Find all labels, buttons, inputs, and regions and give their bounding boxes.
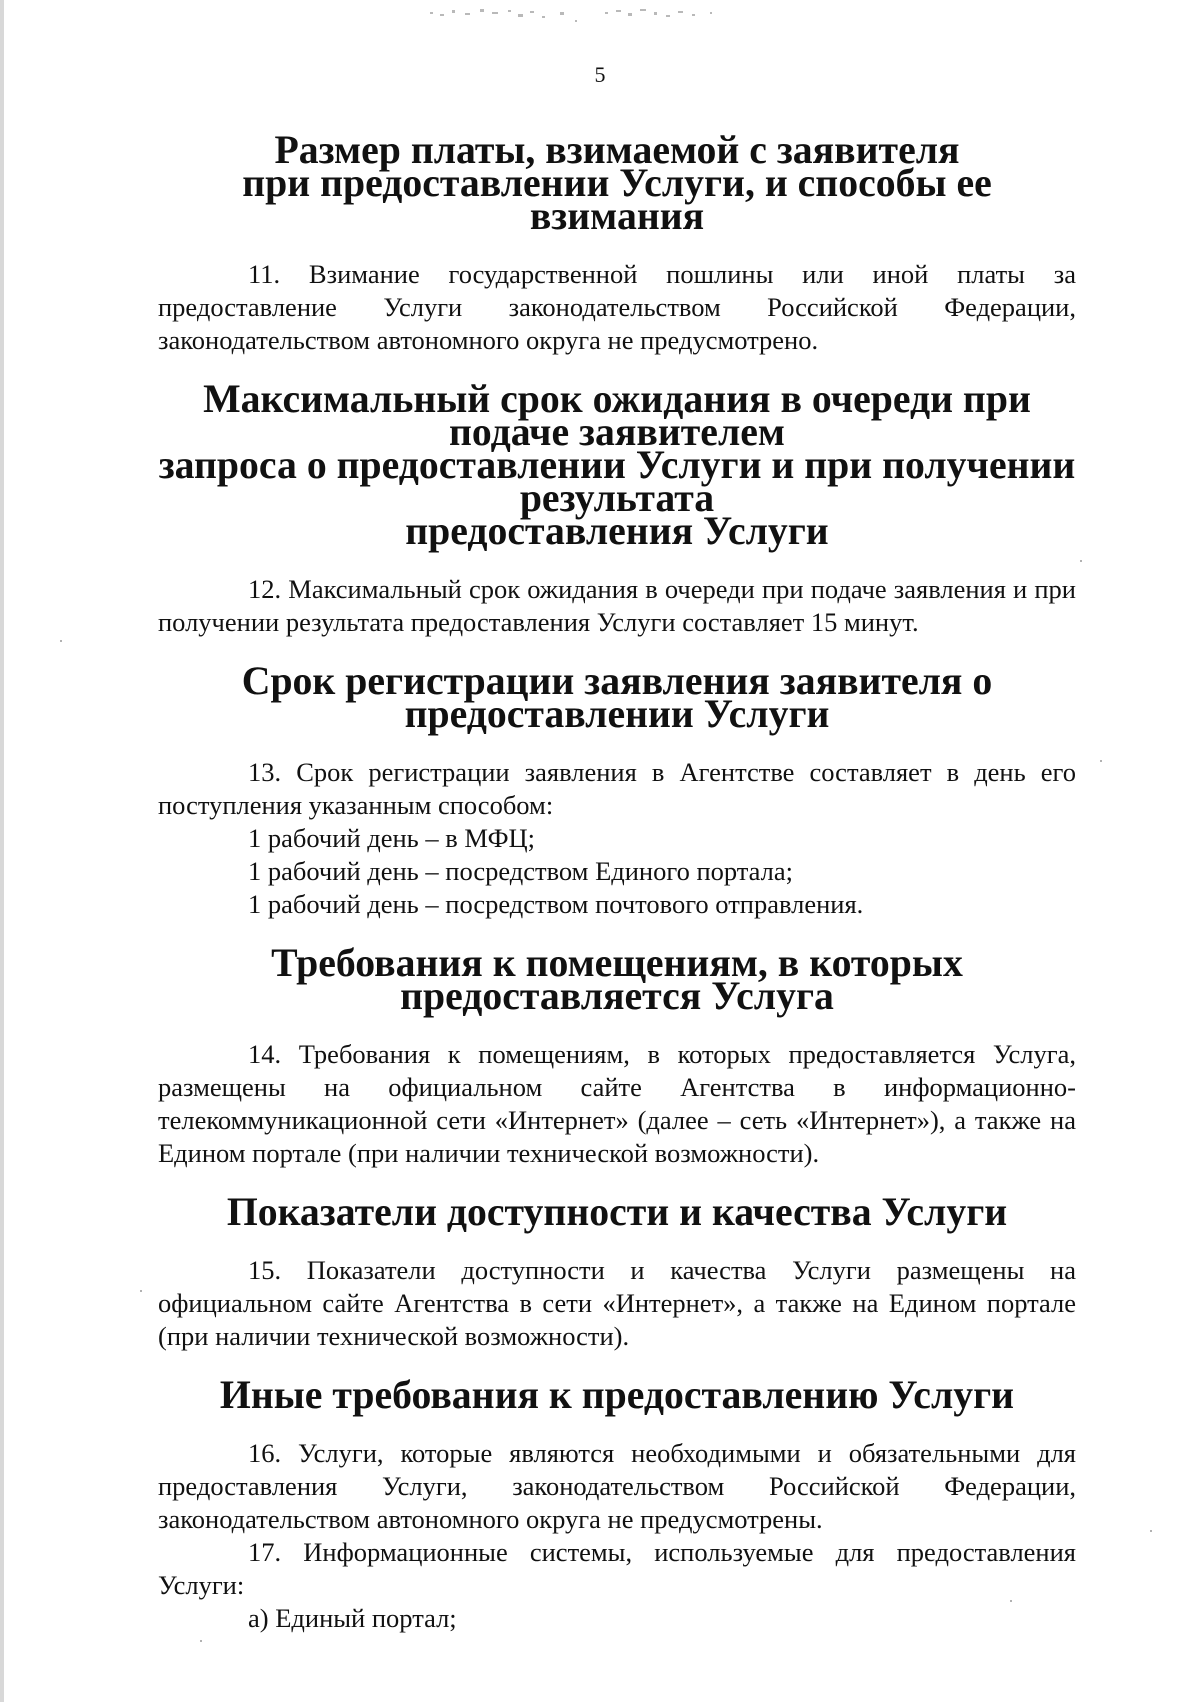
heading-line: Иные требования к предоставлению Услуги: [219, 1373, 1015, 1417]
scan-speck: [200, 1640, 202, 1642]
paragraph-14: 14. Требования к помещениям, в которых предоставляется Услуга, размещены на официальном сайте Агентства в информационно-телекоммуникационной сети «Интернет» (далее – сеть «Интернет»), а также на Едином портале (при наличии технической возможности).: [158, 1039, 1076, 1168]
scan-speck: [1150, 1530, 1152, 1532]
section-heading-premises: [158, 941, 1076, 1018]
scan-speck: [1080, 560, 1082, 562]
section-heading-quality-indicators: [158, 1190, 1076, 1234]
heading-line: при предоставлении Услуги, и способы ее взимания: [242, 161, 992, 238]
section-heading-other-requirements: [158, 1373, 1076, 1417]
scan-speck: [1100, 760, 1102, 762]
section-heading-queue-time: [158, 377, 1076, 553]
heading-line: Показатели доступности и качества Услуги: [226, 1190, 1008, 1234]
list-item: 1 рабочий день – посредством Единого портала;: [248, 856, 794, 886]
list-item: 1 рабочий день – в МФЦ;: [248, 823, 536, 853]
section-heading-registration: [158, 659, 1076, 736]
scan-speck: [60, 640, 62, 642]
document-body: [158, 128, 1076, 1635]
heading-line: Требования к помещениям, в которых предоставляется Услуга: [271, 941, 963, 1018]
paragraph-11: 11. Взимание государственной пошлины или иной платы за предоставление Услуги законодательством Российской Федерации, законодательством автономного округа не предусмотрено.: [158, 259, 1076, 355]
paragraph-16: 16. Услуги, которые являются необходимыми и обязательными для предоставления Услуги, законодательством Российской Федерации, законодательством автономного округа не предусмотрены.: [158, 1438, 1076, 1534]
heading-line: предоставления Услуги: [405, 509, 829, 553]
scan-speck: [140, 1290, 142, 1292]
paragraph-15: 15. Показатели доступности и качества Услуги размещены на официальном сайте Агентства в сети «Интернет», а также на Едином портале (при наличии технической возможности).: [158, 1255, 1076, 1351]
list-item: 1 рабочий день – посредством почтового отправления.: [248, 889, 864, 919]
paragraph-17: 17. Информационные системы, используемые для предоставления Услуги:: [158, 1537, 1076, 1600]
heading-line: Срок регистрации заявления заявителя о предоставлении Услуги: [241, 659, 993, 736]
list-item: а) Единый портал;: [248, 1603, 457, 1633]
heading-line: Максимальный срок ожидания в очереди при подаче заявителем: [203, 377, 1031, 454]
section-heading-fee: [158, 128, 1076, 238]
paragraph-13: 13. Срок регистрации заявления в Агентстве составляет в день его поступления указанным способом:: [158, 757, 1076, 820]
scan-left-edge: [0, 0, 4, 1702]
heading-line: запроса о предоставлении Услуги и при получении результата: [158, 443, 1076, 520]
scan-artifact: [410, 0, 770, 40]
paragraph-12: 12. Максимальный срок ожидания в очереди при подаче заявления и при получении результата предоставления Услуги составляет 15 минут.: [158, 574, 1076, 637]
scan-speck: [1010, 1600, 1012, 1602]
heading-line: Размер платы, взимаемой с заявителя: [274, 128, 960, 172]
page-number: 5: [594, 62, 606, 87]
